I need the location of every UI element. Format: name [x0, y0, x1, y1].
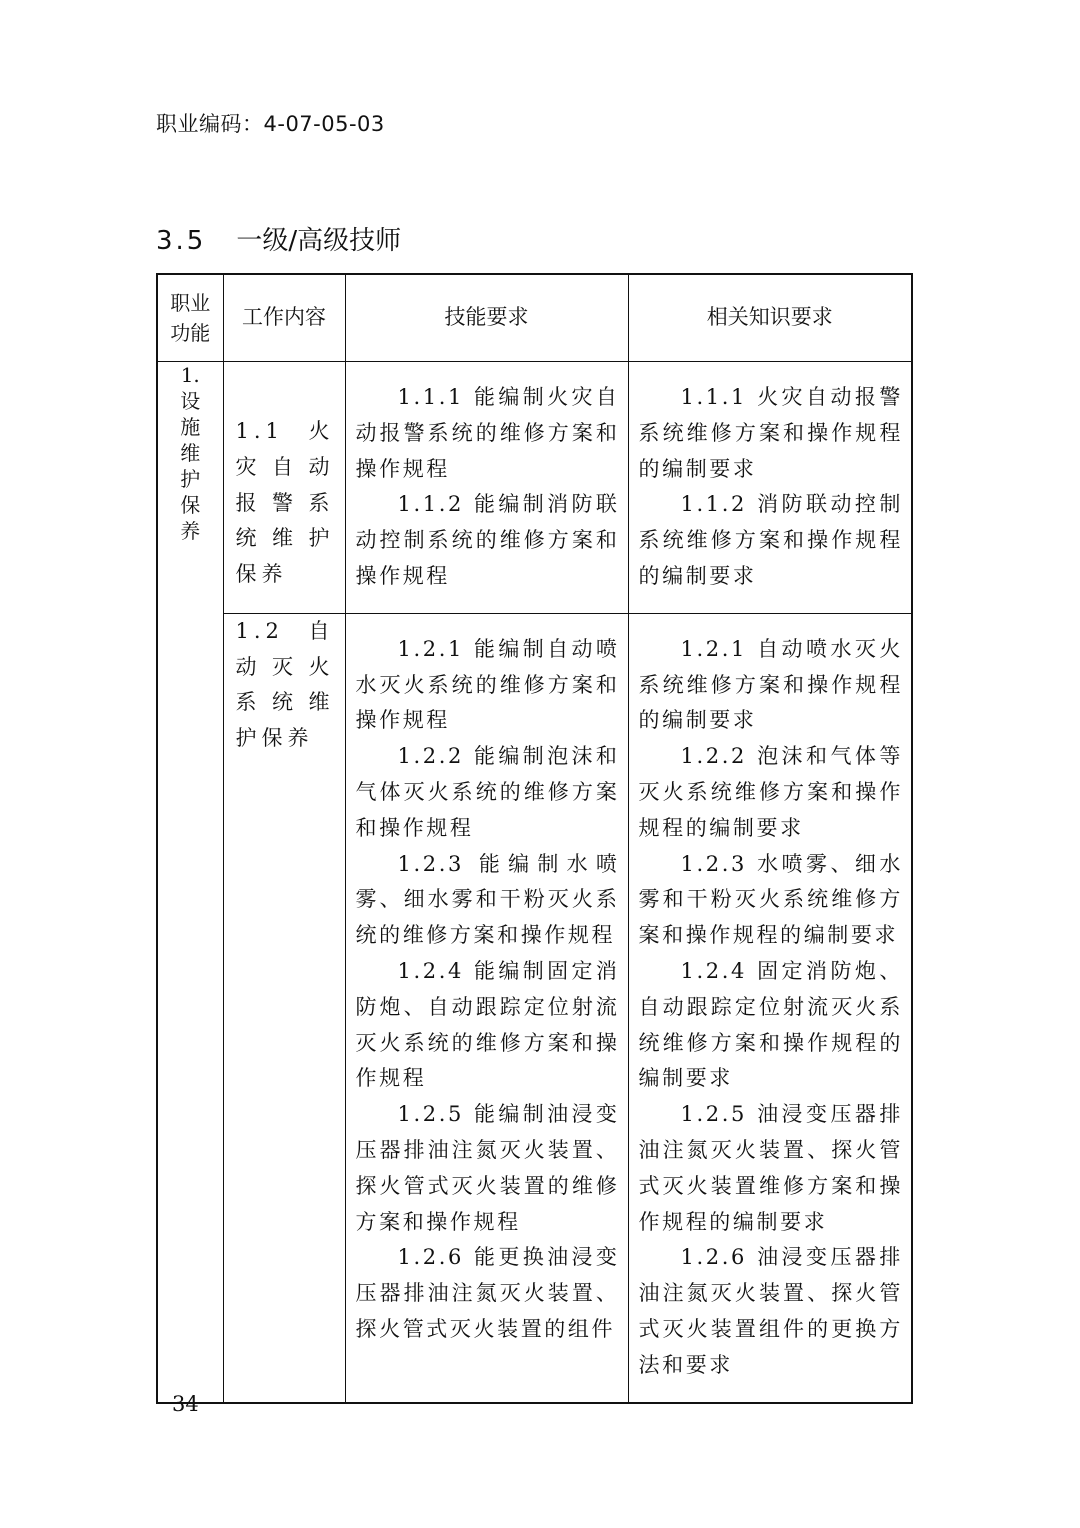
- skill-item: 1.2.4 能编制固定消防炮、自动跟踪定位射流灭火系统的维修方案和操作规程: [355, 958, 620, 1091]
- knowledge-item: 1.2.3 水喷雾、细水雾和干粉灭火系统维修方案和操作规程的编制要求: [638, 851, 903, 948]
- skills-cell: [345, 613, 628, 1402]
- knowledge-item: 1.1.2 消防联动控制系统维修方案和操作规程的编制要求: [638, 492, 903, 588]
- knowledge-item: 1.2.4 固定消防炮、自动跟踪定位射流灭火系统维修方案和操作规程的编制要求: [638, 958, 903, 1091]
- table-header-row: [157, 274, 912, 362]
- knowledge-item: 1.2.6 油浸变压器排油注氮灭火装置、探火管式灭火装置组件的更换方法和要求: [638, 1245, 903, 1377]
- knowledge-item: 1.2.2 泡沫和气体等灭火系统维修方案和操作规程的编制要求: [638, 744, 903, 840]
- skill-item: 1.2.5 能编制油浸变压器排油注氮灭火装置、探火管式灭火装置的维修方案和操作规程: [355, 1102, 620, 1234]
- table-row: [157, 613, 912, 1402]
- work-content-cell: 1.2 自动灭火系统维护保养: [223, 613, 345, 1402]
- function-label: 1. 设施维护保养: [180, 363, 201, 543]
- knowledge-cell: [628, 613, 912, 1402]
- knowledge-cell: [628, 362, 912, 614]
- section-heading: [156, 220, 401, 257]
- work-content-cell: 1.1 火灾自动报警系统维护保养: [223, 362, 345, 614]
- skill-item: 1.1.2 能编制消防联动控制系统的维修方案和操作规程: [355, 492, 620, 588]
- skill-item: 1.2.2 能编制泡沫和气体灭火系统的维修方案和操作规程: [355, 744, 620, 840]
- function-cell: [157, 362, 223, 1403]
- skill-item: 1.2.6 能更换油浸变压器排油注氮灭火装置、探火管式灭火装置的组件: [355, 1245, 620, 1341]
- skill-item: 1.2.1 能编制自动喷水灭火系统的维修方案和操作规程: [355, 636, 620, 733]
- section-title: 一级/高级技师: [236, 226, 402, 256]
- header-function: 职业功能: [157, 274, 223, 362]
- section-number: 3.5: [156, 226, 207, 256]
- occupation-code: 职业编码：4-07-05-03: [156, 112, 385, 136]
- skill-standard-table: [156, 273, 913, 1404]
- header-knowledge: 相关知识要求: [628, 274, 912, 362]
- knowledge-item: 1.1.1 火灾自动报警系统维修方案和操作规程的编制要求: [638, 385, 903, 481]
- skill-item: 1.2.3 能编制水喷雾、细水雾和干粉灭火系统的维修方案和操作规程: [355, 851, 620, 948]
- header-content: 工作内容: [223, 274, 345, 362]
- skill-item: 1.1.1 能编制火灾自动报警系统的维修方案和操作规程: [355, 385, 620, 481]
- table-row: [157, 362, 912, 614]
- skills-cell: [345, 362, 628, 614]
- knowledge-item: 1.2.1 自动喷水灭火系统维修方案和操作规程的编制要求: [638, 636, 903, 733]
- header-skills: 技能要求: [345, 274, 628, 362]
- page-number: 34: [172, 1392, 199, 1416]
- knowledge-item: 1.2.5 油浸变压器排油注氮灭火装置、探火管式灭火装置维修方案和操作规程的编制要求: [638, 1102, 903, 1234]
